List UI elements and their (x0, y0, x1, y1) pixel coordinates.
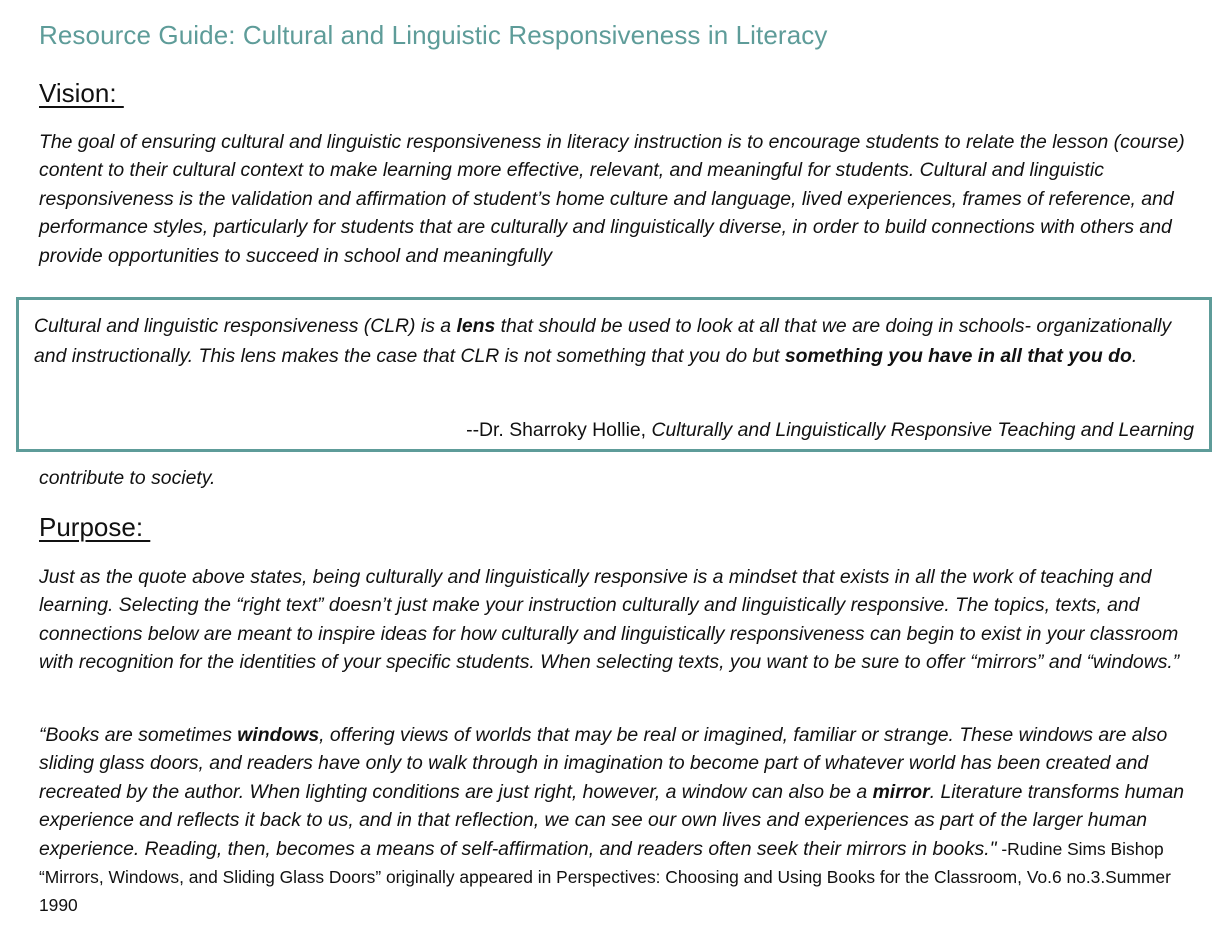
quote-text-part: that should be used to look at all that we are doing in schools- organizationally and instructionally. This lens makes the case that CLR is not something that you do but (34, 315, 1172, 368)
quote-attribution (466, 419, 1194, 442)
bishop-bold-mirror: mirror (872, 780, 930, 803)
bishop-citation: -Rudine Sims Bishop “Mirrors, Windows, and Sliding Glass Doors” originally appeared in Perspectives: Choosing and Using Books for the Classroom, Vo.6 no.3.Summer 1990 (39, 838, 1171, 916)
clr-quote-text (34, 311, 1194, 372)
purpose-heading: Purpose: (39, 512, 151, 542)
vision-paragraph-continuation: contribute to society. (39, 467, 216, 489)
attribution-author: --Dr. Sharroky Hollie, (466, 419, 652, 441)
purpose-paragraph: Just as the quote above states, being culturally and linguistically responsive is a mindset that exists in all the work of teaching and learning. Selecting the “right text” doesn’t just make your instruction culturally and linguistically responsive. The topics, texts, and connections below are meant to inspire ideas for how culturally and linguistically responsiveness can begin to exist in your classroom with recognition for the identities of your specific students. When selecting texts, you want to be sure to offer “mirrors” and “windows.” (39, 566, 1180, 674)
bishop-text-part: , offering views of worlds that may be real or imagined, familiar or strange. These windows are also sliding glass doors, and readers have only to walk through in imagination to become part of whatever world has been created and recreated by the author. When lighting conditions are just right, however, a window can also be a (39, 724, 1168, 803)
quote-bold-phrase: something you have in all that you do (784, 345, 1132, 368)
vision-paragraph: The goal of ensuring cultural and linguistic responsiveness in literacy instruction is to encourage students to relate the lesson (course) content to their cultural context to make learning more effective, relevant, and meaningful for students. Cultural and linguistic responsiveness is the validation and affirmation of student’s home culture and language, lived experiences, frames of reference, and performance styles, particularly for students that are culturally and linguistically diverse, in order to build connections with others and provide opportunities to succeed in school and meaningfully (39, 131, 1185, 267)
document-title: Resource Guide: Cultural and Linguistic Responsiveness in Literacy (39, 20, 828, 50)
bishop-text-part: “Books are sometimes (39, 724, 238, 746)
attribution-work: Culturally and Linguistically Responsive Teaching and Learning (651, 419, 1194, 441)
clr-quote-box (16, 297, 1212, 452)
quote-text-part: . (1131, 345, 1138, 368)
bishop-bold-windows: windows (237, 724, 320, 746)
bishop-text-part: . Literature transforms human experience and reflects it back to us, and in that reflection, we can see our own lives and experiences as part of the larger human experience. Reading, then, becomes a means of self-affirmation, and readers often seek their mirrors in books." (39, 780, 1185, 860)
quote-bold-lens: lens (456, 315, 496, 337)
quote-text-part: Cultural and linguistic responsiveness (CLR) is a (34, 315, 457, 337)
vision-heading: Vision: (39, 78, 124, 108)
bishop-quote-paragraph (39, 721, 1199, 920)
